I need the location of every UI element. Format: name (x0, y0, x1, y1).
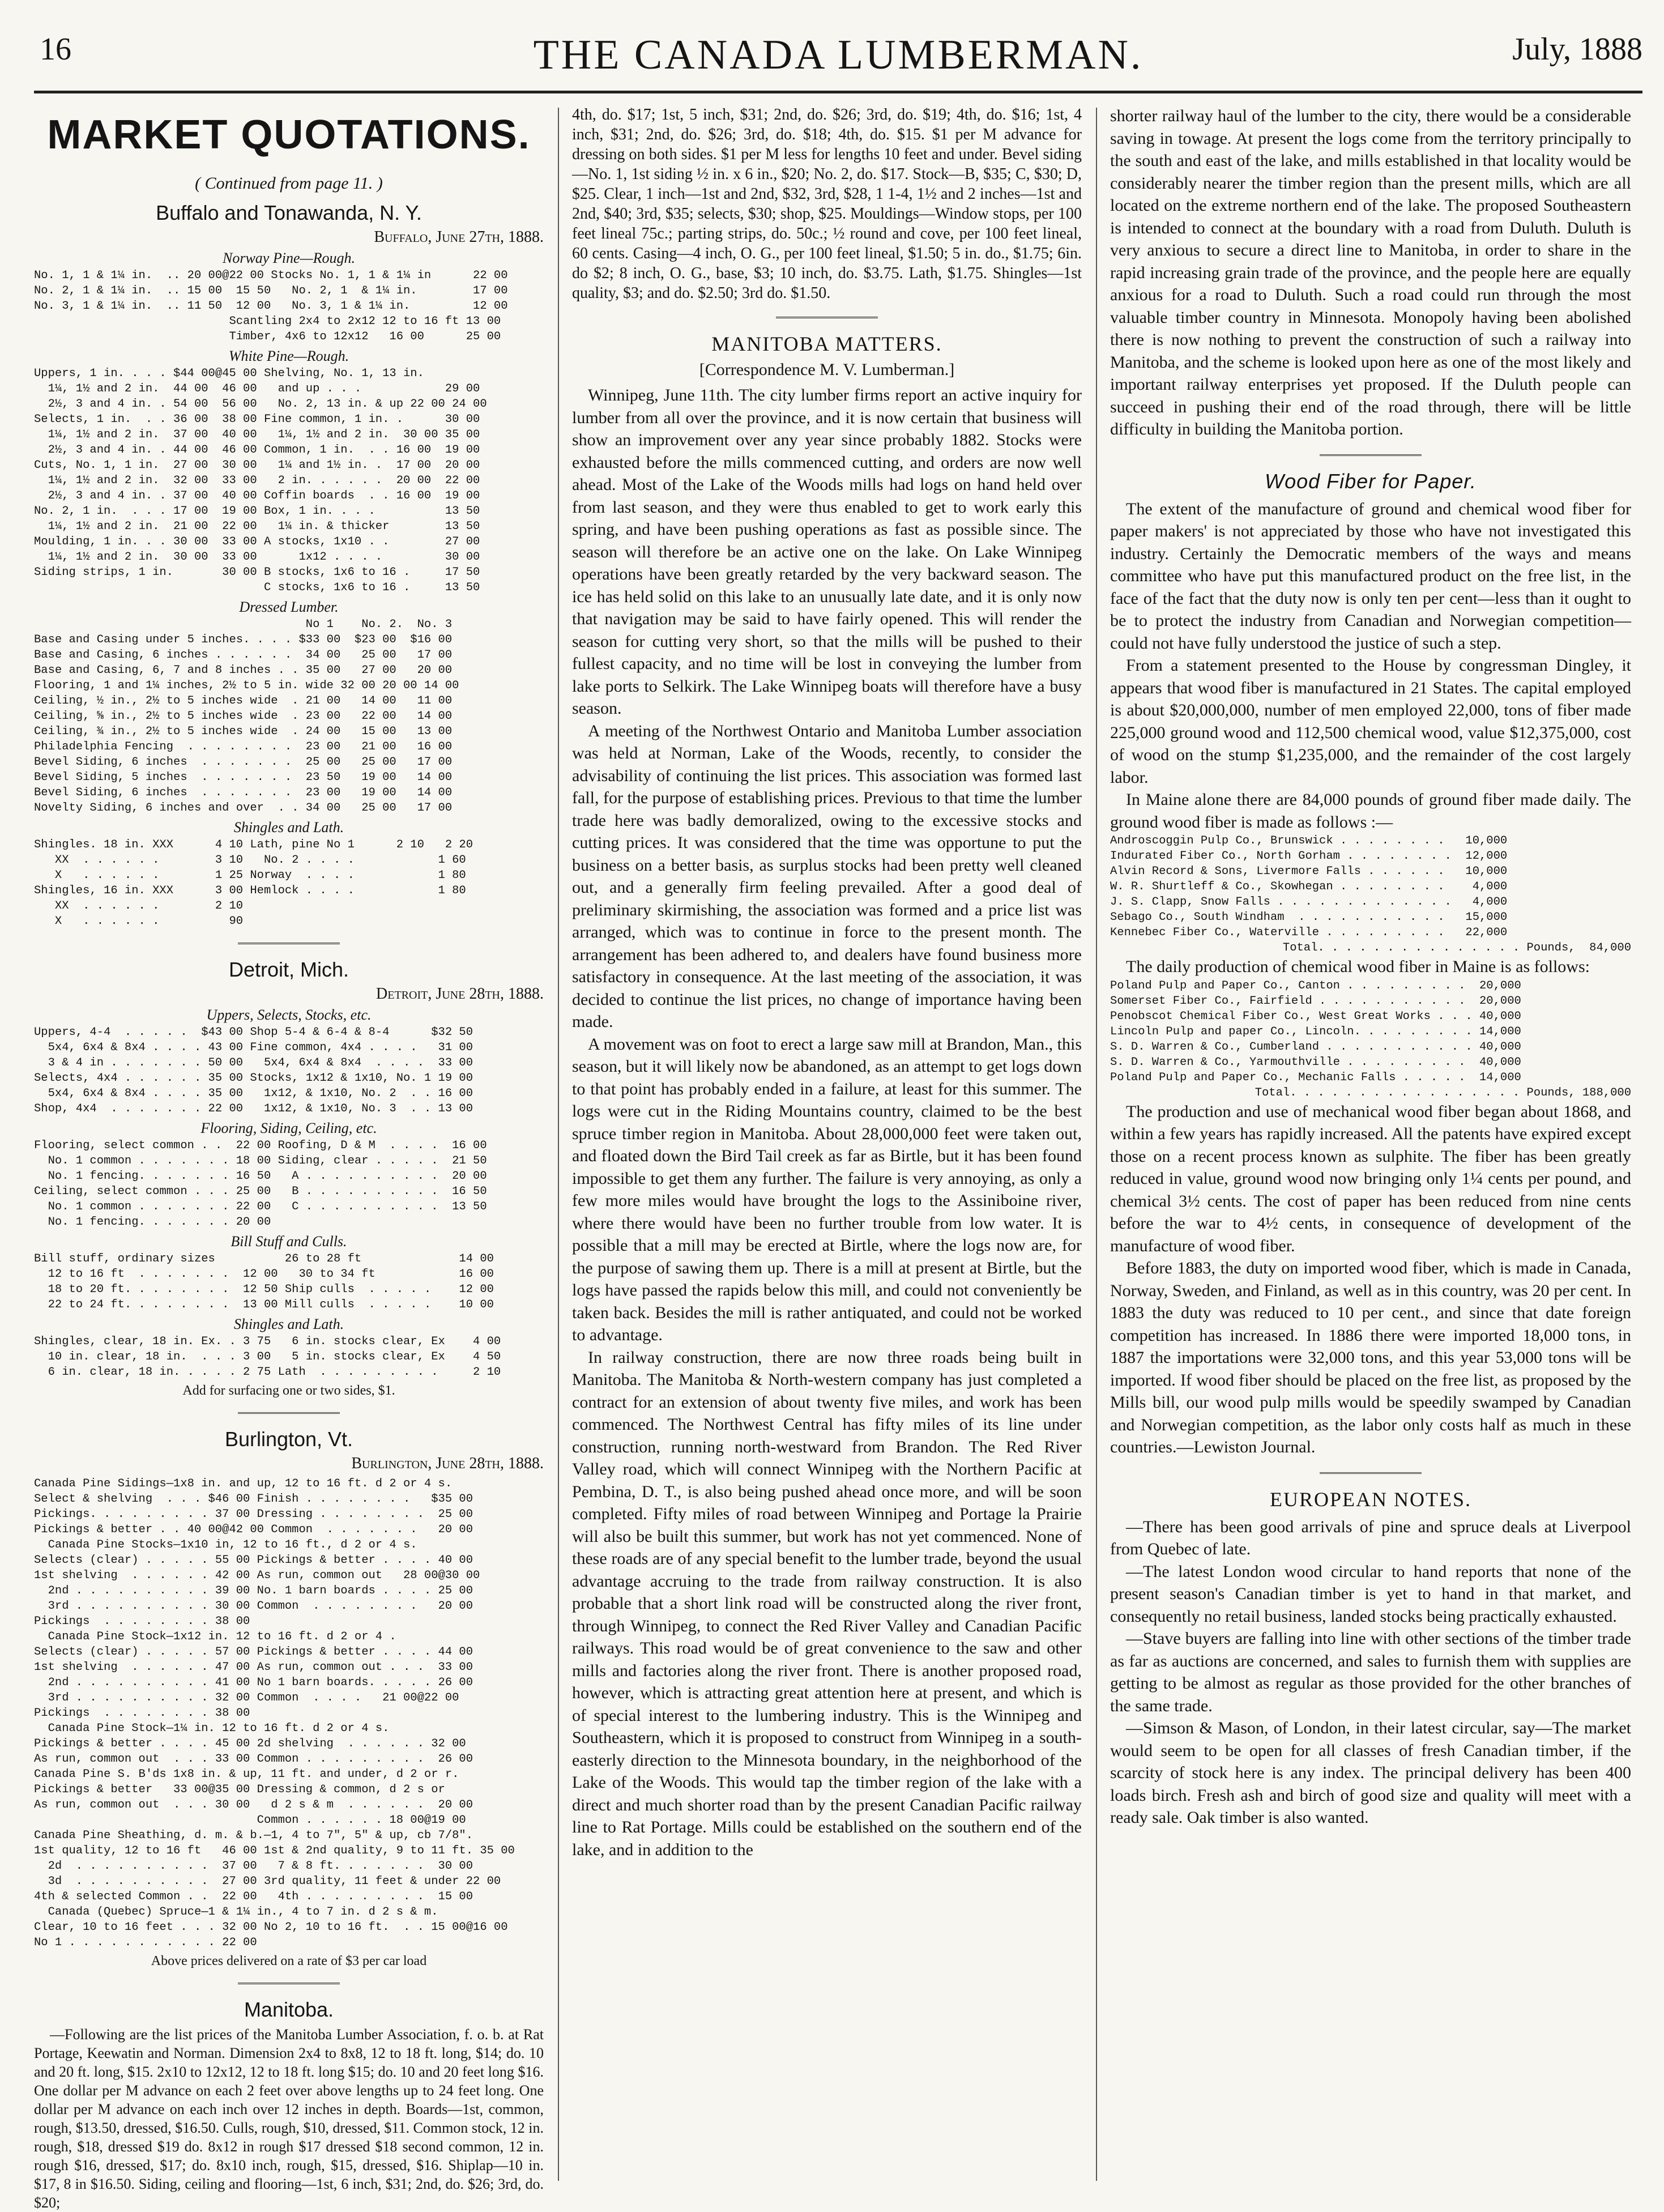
table-line: Canada Pine Stocks—1x10 in, 12 to 16 ft., d 2 or 4 s. (34, 1538, 417, 1552)
table-line: C stocks, 1x6 to 16 . 13 50 (34, 581, 480, 594)
table-line: Pickings . . . . . . . . 38 00 (34, 1707, 250, 1720)
table-line: 3 & 4 in . . . . . . . 50 00 5x4, 6x4 & 8x4 . . . . 33 00 (34, 1056, 473, 1069)
section-divider (238, 943, 340, 944)
continued-note: ( Continued from page 11. ) (195, 174, 383, 193)
table-line: 1st quality, 12 to 16 ft 46 00 1st & 2nd quality, 9 to 11 ft. 35 00 (34, 1844, 515, 1857)
article-body (572, 384, 1082, 1861)
section-divider (238, 1983, 340, 1984)
table-line: Canada (Quebec) Spruce—1 & 1¼ in., 4 to 7 in. d 2 s & m. (34, 1906, 438, 1919)
production-table (1110, 833, 1631, 940)
table-line: No 1 . . . . . . . . . . . 22 00 (34, 1936, 257, 1949)
article-paragraph: The extent of the manufacture of ground and chemical wood fiber for paper makers' is not appreciated by those who have not investigated this industry. Certainly the Democratic members of the ways and means committee who have put this manufactured product on the free list, in the face of the fact that the duty now is only ten per cent—less than it ought to be to protect the industry from Canadian and Norwegian competition—could not have fully understood the justice of such a step. (1110, 499, 1631, 653)
table-line: Lincoln Pulp and paper Co., Lincoln. . . . . . . . . 14,000 (1110, 1025, 1521, 1038)
table-line: Penobscot Chemical Fiber Co., West Great Works . . . 40,000 (1110, 1009, 1521, 1023)
price-list-paragraph: —Following are the list prices of the Manitoba Lumber Association, f. o. b. at Rat Portage, Keewatin and Norman. Dimension 2x4 to 8x8, 12 to 18 ft. long, $14; do. 10 and 20 ft. long, $15. 2x10 to 12x12, 12 to 18 ft. long $15; do. 10 and 20 feet long $16. One dollar per M advance on each 2 feet over above lengths up to 24 feet long. One dollar per M advance on each inch over 12 inches in depth. Boards—1st, common, rough, $13.50, dressed, $16.50. Culls, rough, $10, dressed, $11. Common stock, 12 in. rough, $18, dressed $19 do. 8x12 in rough $17 dressed $18 second common, 12 in. rough $16, dressed, $17; do. 8x10 inch, rough, $15, dressed, $16. Shiplap—10 in. $17, 8 in $16.50. Siding, ceiling and flooring—1st, 6 inch, $31; 2nd, do. $26; 3rd, do. $20; (34, 2026, 544, 2211)
table-line: Canada Pine Sheathing, d. m. & b.—1, 4 to 7", 5" & up, cb 7/8". (34, 1829, 473, 1842)
table-line: Pickings & better . . 40 00@42 00 Common . . . . . . . 20 00 (34, 1523, 473, 1536)
table-line: Ceiling, ¾ in., 2½ to 5 inches wide . 24 00 15 00 13 00 (34, 725, 453, 738)
table-line: Indurated Fiber Co., North Gorham . . . . . . . . 12,000 (1110, 850, 1508, 863)
table-line: Pickings & better . . . . 45 00 2d shelving . . . . . . 32 00 (34, 1737, 466, 1750)
table-subhead: Uppers, Selects, Stocks, etc. (206, 1007, 372, 1023)
table-line: Bevel Siding, 6 inches . . . . . . . 25 00 25 00 17 00 (34, 756, 453, 769)
correspondence-line: [Correspondence M. V. Lumberman.] (699, 360, 955, 379)
table-line: J. S. Clapp, Snow Falls . . . . . . . . . . . . . 4,000 (1110, 896, 1508, 909)
table-line: Shop, 4x4 . . . . . . . 22 00 1x12, & 1x10, No. 3 . . 13 00 (34, 1102, 473, 1115)
article-paragraph: Winnipeg, June 11th. The city lumber firms report an active inquiry for lumber from all over the province, and it is now certain that business will show an improvement over any year since probably 1882. Stocks were exhausted before the mills commenced cutting, and orders are now well ahead. Most of the Lake of the Woods mills had logs on hand held over from last season, and they were thus enabled to get to work early this spring, and have been pushing operations as fast as possible since. The season will therefore be an active one on the lake. On Lake Winnipeg operations have been greatly retarded by the very backward season. The ice has held solid on this lake to an unusually late date, and it is only now that navigation may be said to have fairly opened. This will render the season for cutting very short, so that the mills will be pushed to their fullest capacity, and no time will be lost in conveying the lumber from lake ports to Selkirk. The Lake Winnipeg boats will therefore have a busy season. (572, 386, 1082, 718)
article-paragraph: A movement was on foot to erect a large saw mill at Brandon, Man., this season, but it will likely now be abandoned, as an attempt to get logs down to that point has probably ended in a failure, at least for this summer. The logs were cut in the Riding Mountains country, claimed to be the best spruce timber region in Manitoba. About 28,000,000 feet were taken out, and floated down the Bird Tail creek as far as Birtle, but it has been found impossible to get them any further. The failure is very annoying, as only a few more miles would have brought the logs to the Assiniboine river, where there would have been no further trouble from low water. It is possible that a mill may be erected at Birtle, where the logs now are, for the purpose of sawing them up. There is a mill at present at Birtle, but the logs have passed the rapids below this mill, and could not conveniently be taken back. Besides the mill is rather antiquated, and could not be worked to advantage. (572, 1034, 1082, 1344)
table-line: 1¼, 1½ and 2 in. 44 00 46 00 and up . . . 29 00 (34, 382, 480, 395)
table-subhead: Bill Stuff and Culls. (231, 1233, 347, 1250)
table-line: XX . . . . . . 3 10 No. 2 . . . . 1 60 (34, 854, 466, 867)
price-table (34, 1476, 544, 1950)
table-line: Ceiling, ½ in., 2½ to 5 inches wide . 21 00 14 00 11 00 (34, 694, 453, 708)
table-line: Poland Pulp and Paper Co., Mechanic Falls . . . . . 14,000 (1110, 1071, 1521, 1084)
table-line: No 1 No. 2. No. 3 (34, 618, 453, 631)
table-line: 22 to 24 ft. . . . . . . . 13 00 Mill culls . . . . . 10 00 (34, 1298, 494, 1311)
section-divider (1320, 454, 1422, 456)
price-note: Above prices delivered on a rate of $3 per car load (151, 1954, 427, 1968)
table-line: 4th & selected Common . . 22 00 4th . . . . . . . . . 15 00 (34, 1890, 473, 1903)
table-line: Ceiling, select common . . . 25 00 B . . . . . . . . . . 16 50 (34, 1185, 487, 1198)
table-line: Bill stuff, ordinary sizes 26 to 28 ft 14 00 (34, 1252, 494, 1265)
table-line: Bevel Siding, 6 inches . . . . . . . 23 00 19 00 14 00 (34, 786, 453, 799)
table-subhead: White Pine—Rough. (228, 348, 349, 364)
price-table (34, 837, 544, 929)
table-line: No. 1 common . . . . . . . 22 00 C . . . . . . . . . . 13 50 (34, 1200, 487, 1213)
continued-paragraph: 4th, do. $17; 1st, 5 inch, $31; 2nd, do. $26; 3rd, do. $19; 4th, do. $16; 1st, 4 inch, $31; 2nd, do. $26; 3rd, do. $18; 4th, do. $15. $1 per M advance for dressing on both sides. $1 per M less for lengths 10 feet and under. Bevel siding—No. 1, 1st siding ½ in. x 6 in., $20; No. 2, do. $17. Stock—B, $35; C, $30; D, $25. Clear, 1 inch—1st and 2nd, $32, 3rd, $28, 1 1-4, 1½ and 2 inches—1st and 2nd, $40; 3rd, $35; selects, $30; shop, $25. Mouldings—Window stops, per 100 feet lineal 75c.; parting strips, do. 50c.; ½ round and cove, per 100 feet lineal, 60 cents. Casing—4 inch, O. G., per 100 feet lineal, $1.50; 5 in. do., $1.75; 6in. do $2; 8 inch, O. G., base, $3; 10 inch, do. $3.75. Lath, $1.75. Shingles—1st quality, $3; and do. $2.50; 3rd do. $1.50. (572, 106, 1082, 302)
market-heading: Manitoba. (244, 1998, 334, 2021)
article-paragraph: From a statement presented to the House by congressman Dingley, it appears that wood fiber is manufactured in 21 States. The capital employed is about $20,000,000, number of men employed 22,000, tons of fiber made 225,000 ground wood and 112,500 chemical wood, value $12,375,000, cost of wood on the stump $1,235,000, and the remainder of the cost largely labor. (1110, 656, 1631, 787)
table-line: Poland Pulp and Paper Co., Canton . . . . . . . . . 20,000 (1110, 979, 1521, 992)
table-line: 2nd . . . . . . . . . . 39 00 No. 1 barn boards . . . . 25 00 (34, 1584, 473, 1597)
table-line: 1¼, 1½ and 2 in. 32 00 33 00 2 in. . . . . . 20 00 22 00 (34, 474, 480, 487)
column-2 (572, 105, 1082, 2189)
table-line: Ceiling, ⅝ in., 2½ to 5 inches wide . 23 00 22 00 14 00 (34, 710, 453, 723)
market-heading: Detroit, Mich. (228, 958, 349, 981)
table-line: Pickings. . . . . . . . . 37 00 Dressing . . . . . . . . 25 00 (34, 1508, 473, 1521)
table-line: Selects (clear) . . . . . 57 00 Pickings & better . . . . 44 00 (34, 1646, 473, 1659)
table-line: 5x4, 6x4 & 8x4 . . . . 35 00 1x12, & 1x10, No. 2 . . 16 00 (34, 1087, 473, 1100)
section-title: MARKET QUOTATIONS. (47, 112, 531, 157)
table-line: 1¼, 1½ and 2 in. 30 00 33 00 1x12 . . . . 30 00 (34, 551, 480, 564)
header-rule (34, 91, 1642, 93)
table-line: 6 in. clear, 18 in. . . . . 2 75 Lath . . . . . . . . . 2 10 (34, 1366, 501, 1379)
table-line: 5x4, 6x4 & 8x4 . . . . 43 00 Fine common, 4x4 . . . . 31 00 (34, 1041, 473, 1054)
table-line: Base and Casing, 6 inches . . . . . . 34 00 25 00 17 00 (34, 649, 453, 662)
column-divider (1096, 108, 1097, 2181)
article-title: Wood Fiber for Paper. (1265, 469, 1477, 493)
table-line: Flooring, select common . . 22 00 Roofing, D & M . . . . 16 00 (34, 1139, 487, 1152)
price-table (34, 617, 544, 816)
masthead: THE CANADA LUMBERMAN. (533, 32, 1144, 78)
table-line: Timber, 4x6 to 12x12 16 00 25 00 (34, 330, 501, 343)
table-line: XX . . . . . . 2 10 (34, 900, 244, 913)
article-title: EUROPEAN NOTES. (1269, 1488, 1471, 1511)
price-table (34, 1334, 544, 1380)
table-line: Sebago Co., South Windham . . . . . . . . . . . 15,000 (1110, 911, 1508, 924)
table-line: 1¼, 1½ and 2 in. 37 00 40 00 1¼, 1½ and 2 in. 30 00 35 00 (34, 428, 480, 441)
table-subhead: Shingles and Lath. (233, 1316, 344, 1332)
table-line: No. 1, 1 & 1¼ in. .. 20 00@22 00 Stocks No. 1, 1 & 1¼ in 22 00 (34, 269, 508, 282)
market-heading: Buffalo and Tonawanda, N. Y. (156, 201, 422, 224)
table-line: No. 2, 1 & 1¼ in. .. 15 00 15 50 No. 2, 1 & 1¼ in. 17 00 (34, 284, 508, 297)
table-line: 1st shelving . . . . . . 47 00 As run, common out . . . 33 00 (34, 1661, 473, 1674)
table-line: Base and Casing, 6, 7 and 8 inches . . 35 00 27 00 20 00 (34, 664, 453, 677)
article-paragraph: —Simson & Mason, of London, in their latest circular, say—The market would seem to be open for all classes of fresh Canadian timber, if the scarcity of stock here is any index. The principal delivery has been 400 loads birch. Fresh ash and birch of good size and quality will meet with a ready sale. Oak timber is also wanted. (1110, 1719, 1631, 1827)
table-line: 3rd . . . . . . . . . . 32 00 Common . . . . 21 00@22 00 (34, 1691, 459, 1704)
table-line: No. 1 fencing. . . . . . . 20 00 (34, 1216, 271, 1229)
table-line: Flooring, 1 and 1¼ inches, 2½ to 5 in. wide 32 00 20 00 14 00 (34, 679, 459, 692)
table-subhead: Dressed Lumber. (239, 599, 339, 615)
column-divider (558, 108, 559, 2181)
table-line: Shingles, clear, 18 in. Ex. . 3 75 6 in. stocks clear, Ex 4 00 (34, 1335, 501, 1348)
article-paragraph: —There has been good arrivals of pine and spruce deals at Liverpool from Quebec of late. (1110, 1517, 1631, 1558)
table-line: 3rd . . . . . . . . . . 30 00 Common . . . . . . . . 20 00 (34, 1600, 473, 1613)
table-line: 12 to 16 ft . . . . . . . 12 00 30 to 34 ft 16 00 (34, 1268, 494, 1281)
table-line: Siding strips, 1 in. 30 00 B stocks, 1x6 to 16 . 17 50 (34, 566, 480, 579)
price-table (34, 268, 544, 344)
issue-date: July, 1888 (1512, 32, 1642, 67)
column-3 (1110, 105, 1631, 2189)
table-line: 2nd . . . . . . . . . . 41 00 No 1 barn boards. . . . . 26 00 (34, 1676, 473, 1689)
table-line: Shingles, 16 in. XXX 3 00 Hemlock . . . . 1 80 (34, 884, 466, 897)
table-line: Scantling 2x4 to 2x12 12 to 16 ft 13 00 (34, 315, 501, 328)
article-paragraph: The production and use of mechanical wood fiber began about 1868, and within a few years has rapidly increased. All the patents have expired except those on a recent process known as sulphite. The fiber has been greatly reduced in value, ground wood now bringing only 1¼ cents per pound, and chemical 3½ cents. The cost of paper has been reduced from nine cents before the war to 4½ cents, in consequence of development of the manufacture of wood fiber. (1110, 1102, 1631, 1255)
table-line: 18 to 20 ft. . . . . . . . 12 50 Ship culls . . . . . 12 00 (34, 1283, 494, 1296)
table-line: As run, common out . . . 33 00 Common . . . . . . . . . 26 00 (34, 1753, 473, 1766)
table-line: 2d . . . . . . . . . . 37 00 7 & 8 ft. . . . . . . 30 00 (34, 1860, 473, 1873)
table-line: S. D. Warren & Co., Yarmouthville . . . . . . . . . 40,000 (1110, 1055, 1521, 1069)
article-paragraph: In Maine alone there are 84,000 pounds of ground fiber made daily. The ground wood fiber is made as follows :— (1110, 790, 1631, 832)
table-line: Alvin Record & Sons, Livermore Falls . . . . . . 10,000 (1110, 865, 1508, 878)
table-line: No. 2, 1 in. . . . 17 00 19 00 Box, 1 in. . . . 13 50 (34, 505, 480, 518)
table-line: 1¼, 1½ and 2 in. 21 00 22 00 1¼ in. & thicker 13 50 (34, 520, 480, 533)
table-line: Common . . . . . . 18 00@19 00 (34, 1814, 466, 1827)
table-line: Base and Casing under 5 inches. . . . $33 00 $23 00 $16 00 (34, 633, 453, 646)
dateline: Burlington, June 28th, 1888. (351, 1455, 544, 1472)
table-line: Uppers, 4-4 . . . . . $43 00 Shop 5-4 & 6-4 & 8-4 $32 50 (34, 1026, 473, 1039)
market-heading: Burlington, Vt. (224, 1427, 353, 1451)
article-paragraph: The daily production of chemical wood fiber in Maine is as follows: (1126, 957, 1590, 976)
table-subhead: Flooring, Siding, Ceiling, etc. (200, 1120, 377, 1136)
table-line: Selects, 4x4 . . . . . . 35 00 Stocks, 1x12 & 1x10, No. 1 19 00 (34, 1072, 473, 1085)
table-line: Uppers, 1 in. . . . $44 00@45 00 Shelving, No. 1, 13 in. (34, 367, 424, 380)
article-paragraph: Before 1883, the duty on imported wood fiber, which is made in Canada, Norway, Sweden, and Finland, as well as in this country, was 20 per cent. In 1883 the duty was reduced to 10 per cent., and since that date foreign competition has increased. In 1886 there were imported 18,000 tons, in 1887 the importations were 32,000 tons, and this year 53,000 tons will be imported. If wood fiber should be placed on the free list, as proposed by the Mills bill, our wood pulp mills would be speedily swamped by Canadian and Norwegian competition, as the labor only costs half as much in these countries.—Lewiston Journal. (1110, 1259, 1631, 1456)
price-table (34, 366, 544, 595)
table-line: 2½, 3 and 4 in. . 54 00 56 00 No. 2, 13 in. & up 22 00 24 00 (34, 398, 487, 411)
table-line: S. D. Warren & Co., Cumberland . . . . . . . . . . . 40,000 (1110, 1040, 1521, 1054)
article-paragraph: A meeting of the Northwest Ontario and Manitoba Lumber association was held at Norman, Lake of the Woods, recently, to consider the advisability of continuing the list prices. This association was formed last fall, for the purpose of establishing prices. Previous to that time the lumber trade here was badly demoralized, owing to the excessive stocks and cutting prices. It was considered that the time was opportune to put the business on a better basis, as surplus stocks had been pretty well cleaned out, and a generally firm feeling prevailed. After a good deal of preliminary skirmishing, the association was formed and a price list was arranged, which was to continue in force to the present month. The arrangement has been adhered to, and dealers have found business more satisfactory in consequence. At the last meeting of the association, it was decided to continue the list prices, no change of importance having been made. (572, 721, 1082, 1031)
section-divider (1320, 1472, 1422, 1474)
column-1 (34, 105, 544, 2211)
article-paragraph: In railway construction, there are now three roads being built in Manitoba. The Manitoba & North-western company has just completed a contract for an extension of about twenty five miles, and work has been commenced. The Northwest Central has fifty miles of its line under construction, running north-westward from Brandon. The Red River Valley road, which will connect Winnipeg with the Northern Pacific at Pembina, D. T., is also being pushed ahead once more, and will be soon completed. Fifty miles of road between Winnipeg and Portage la Prairie will also be built this summer, but work has not yet commenced. None of these roads are of any special benefit to the lumber trade, beyond the usual advantage accruing to the trade from railway construction. It is also probable that a short link road will be constructed along the river front, through Winnipeg, to connect the Red River Valley and Canadian Pacific railways. This road would be of great convenience to the saw and other mills and factories along the river front. There is another proposed road, however, which is attracting great attention here at present, and which is of special interest to the lumbering industry. This is the Winnipeg and Southeastern, which it is proposed to construct from Winnipeg in a south-easterly direction to the Minnesota boundary, in the neighborhood of the Lake of the Woods. This would tap the timber region of the lake with a direct and much shorter road than by the present Canadian Pacific railway line to Rat Portage. Mills could be established on the southern end of the lake, and in addition to the (572, 1348, 1082, 1859)
table-total: Total. . . . . . . . . . . . . . . . . Pounds, 188,000 (1255, 1086, 1631, 1099)
table-subhead: Shingles and Lath. (233, 819, 344, 836)
price-table (34, 1025, 544, 1116)
table-line: 2½, 3 and 4 in. . 37 00 40 00 Coffin boards . . 16 00 19 00 (34, 489, 480, 502)
table-line: 2½, 3 and 4 in. . 44 00 46 00 Common, 1 in. . . 16 00 19 00 (34, 444, 480, 457)
table-line: Androscoggin Pulp Co., Brunswick . . . . . . . . 10,000 (1110, 834, 1508, 847)
article-paragraph: —Stave buyers are falling into line with other sections of the timber trade as far as auctions are concerned, and sales to furnish them with supplies are getting to be almost as regular as those provided for the other branches of the same trade. (1110, 1629, 1631, 1715)
table-line: Canada Pine Sidings—1x8 in. and up, 12 to 16 ft. d 2 or 4 s. (34, 1477, 453, 1490)
table-line: Pickings & better 33 00@35 00 Dressing & common, d 2 s or (34, 1783, 445, 1796)
production-table (1110, 978, 1631, 1085)
table-total: Total. . . . . . . . . . . . . . . Pounds, 84,000 (1282, 941, 1631, 954)
table-line: Kennebec Fiber Co., Waterville . . . . . . . . . 22,000 (1110, 926, 1508, 939)
table-line: Moulding, 1 in. . . 30 00 33 00 A stocks, 1x10 . . 27 00 (34, 535, 480, 548)
table-line: Pickings . . . . . . . . 38 00 (34, 1615, 250, 1628)
article-title: MANITOBA MATTERS. (711, 333, 942, 355)
table-line: Novelty Siding, 6 inches and over . . 34 00 25 00 17 00 (34, 802, 453, 815)
table-line: Shingles. 18 in. XXX 4 10 Lath, pine No 1 2 10 2 20 (34, 838, 473, 851)
table-line: Select & shelving . . . $46 00 Finish . . . . . . . . $35 00 (34, 1493, 473, 1506)
table-line: Somerset Fiber Co., Fairfield . . . . . . . . . . . 20,000 (1110, 994, 1521, 1008)
price-note: Add for surfacing one or two sides, $1. (182, 1383, 395, 1398)
table-line: Canada Pine Stock—1¼ in. 12 to 16 ft. d 2 or 4 s. (34, 1722, 390, 1735)
table-line: 10 in. clear, 18 in. . . . 3 00 5 in. stocks clear, Ex 4 50 (34, 1350, 501, 1363)
table-line: No. 3, 1 & 1¼ in. .. 11 50 12 00 No. 3, 1 & 1¼ in. 12 00 (34, 300, 508, 313)
table-line: No. 1 common . . . . . . . 18 00 Siding, clear . . . . . 21 50 (34, 1154, 487, 1167)
table-line: X . . . . . . 1 25 Norway . . . . 1 80 (34, 869, 466, 882)
table-line: Selects, 1 in. . . 36 00 38 00 Fine common, 1 in. . 30 00 (34, 413, 480, 426)
table-line: 3d . . . . . . . . . . 27 00 3rd quality, 11 feet & under 22 00 (34, 1875, 501, 1888)
table-line: Cuts, No. 1, 1 in. 27 00 30 00 1¼ and 1½ in. . 17 00 20 00 (34, 459, 480, 472)
section-divider (238, 1412, 340, 1414)
section-divider (776, 317, 878, 318)
article-body (1110, 1516, 1631, 1829)
article-paragraph: —The latest London wood circular to hand reports that none of the present season's Canadian timber is yet to hand in that market, and consequently no retail business, landed stocks being practically exhausted. (1110, 1562, 1631, 1626)
table-line: Bevel Siding, 5 inches . . . . . . . 23 50 19 00 14 00 (34, 771, 453, 784)
continued-paragraph: shorter railway haul of the lumber to the city, there would be a considerable saving in towage. At present the logs come from the territory principally to the south and east of the lake, and mills established in that locality would be considerably nearer the timber region than the present mills, which are all located on the extreme northern end of the lake. The proposed Southeastern is intended to connect at the boundary with a road from Duluth. Duluth is very anxious to secure a direct line to Manitoba, in order to share in the rapid increasing grain trade of the province, and the people here are equally anxious for a road to Duluth. Such a road could run through the most valuable timber country in Minnesota. Monopoly having been abolished there is now nothing to prevent the construction of such a railway into Manitoba, and the scheme is looked upon here as one of the most likely and important railway enterprises yet proposed. If the Duluth people can succeed in pushing their end of the road through, there will be little difficulty in building the Manitoba portion. (1110, 106, 1631, 438)
price-table (34, 1138, 544, 1230)
table-line: No. 1 fencing. . . . . . . 16 50 A . . . . . . . . . . 20 00 (34, 1170, 487, 1183)
table-line: Canada Pine S. B'ds 1x8 in. & up, 11 ft. and under, d 2 or r. (34, 1768, 459, 1781)
table-line: Clear, 10 to 16 feet . . . 32 00 No 2, 10 to 16 ft. . . 15 00@16 00 (34, 1921, 508, 1934)
table-line: Selects (clear) . . . . . 55 00 Pickings & better . . . . 40 00 (34, 1554, 473, 1567)
table-line: Canada Pine Stock—1x12 in. 12 to 16 ft. d 2 or 4 . (34, 1630, 396, 1643)
price-table (34, 1251, 544, 1312)
table-subhead: Norway Pine—Rough. (223, 250, 355, 266)
dateline: Buffalo, June 27th, 1888. (374, 228, 544, 246)
page-header (34, 31, 1642, 105)
table-line: As run, common out . . . 30 00 d 2 s & m . . . . . . 20 00 (34, 1798, 473, 1812)
table-line: 1st shelving . . . . . . 42 00 As run, common out 28 00@30 00 (34, 1569, 480, 1582)
dateline: Detroit, June 28th, 1888. (376, 985, 544, 1003)
table-line: X . . . . . . 90 (34, 915, 244, 928)
table-line: W. R. Shurtleff & Co., Skowhegan . . . . . . . . 4,000 (1110, 880, 1508, 893)
table-line: Philadelphia Fencing . . . . . . . . 23 00 21 00 16 00 (34, 740, 453, 753)
page-number: 16 (40, 32, 71, 67)
